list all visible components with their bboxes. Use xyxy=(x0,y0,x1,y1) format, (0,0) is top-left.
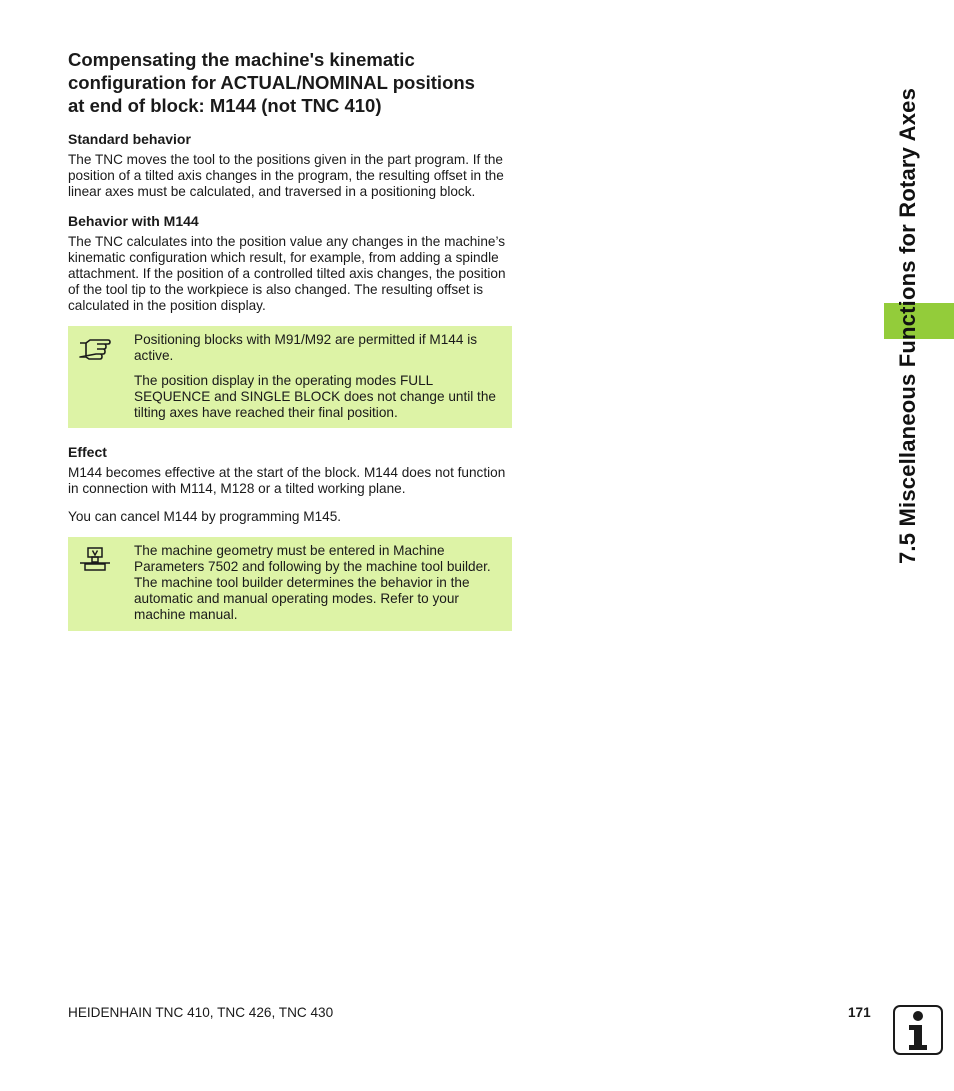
behavior-m144-heading: Behavior with M144 xyxy=(68,213,199,229)
note1-paragraph-2: The position display in the operating modes FULL SEQUENCE and SINGLE BLOCK does not change until the tilting axes have reached their final position. xyxy=(134,373,496,420)
page-number: 171 xyxy=(848,1005,871,1020)
note1-paragraph-1: Positioning blocks with M91/M92 are permitted if M144 is active. xyxy=(134,332,478,363)
footer-product: HEIDENHAIN TNC 410, TNC 426, TNC 430 xyxy=(68,1005,334,1020)
note-box-positioning xyxy=(68,326,512,428)
behavior-m144-text: The TNC calculates into the position value any changes in the machine’s kinematic configuration which result, for example, from adding a spindle attachment. If the position of a controlled tilted axis changes, the position of the tool tip to the workpiece is also changed. The resulting offset is calculated in the position display. xyxy=(68,234,506,313)
info-icon xyxy=(893,1005,943,1055)
pointing-hand-icon xyxy=(78,334,112,364)
note2-text: The machine geometry must be entered in Machine Parameters 7502 and following by the machine tool builder. The machine tool builder determines the behavior in the automatic and manual operating modes. Refer to your machine manual. xyxy=(134,543,491,622)
machine-icon xyxy=(78,547,112,577)
standard-behavior-heading: Standard behavior xyxy=(68,131,191,147)
effect-heading: Effect xyxy=(68,444,107,460)
page-content xyxy=(68,48,512,646)
note-box-machine xyxy=(68,537,512,631)
section-title: Compensating the machine's kinematic configuration for ACTUAL/NOMINAL positions at end of block: M144 (not TNC 410) xyxy=(68,49,475,116)
standard-behavior-text: The TNC moves the tool to the positions given in the part program. If the position of a tilted axis changes in the program, the resulting offset in the linear axes must be calculated, and traversed in a positioning block. xyxy=(68,152,504,199)
effect-text-2: You can cancel M144 by programming M145. xyxy=(68,509,342,524)
effect-text-1: M144 becomes effective at the start of the block. M144 does not function in connection with M114, M128 or a tilted working plane. xyxy=(68,465,506,496)
